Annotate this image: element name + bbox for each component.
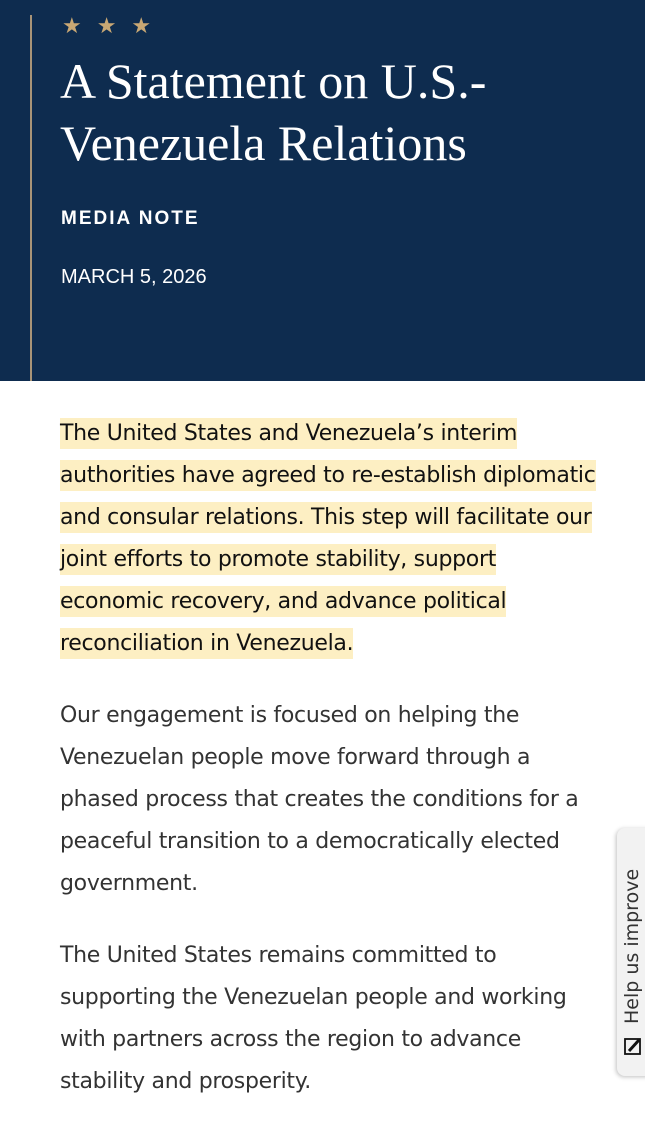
highlighted-text: The United States and Venezuela’s interim authorities have agreed to re-establish diplomatic and consular relations. This step will facilitate our joint efforts to promote stability, support economic recovery, and advance political reconciliation in Venezuela.: [60, 418, 596, 659]
help-us-improve-button[interactable]: [617, 828, 645, 1076]
edit-icon: [623, 1036, 643, 1056]
page-header: [0, 0, 645, 381]
stars-icon: ★ ★ ★: [62, 14, 156, 39]
page-title: A Statement on U.S.-Venezuela Relations: [60, 53, 487, 171]
article-category: MEDIA NOTE: [61, 208, 200, 229]
feedback-label: Help us improve: [621, 868, 643, 1024]
decorative-divider: [30, 15, 32, 381]
paragraph-highlighted: [60, 413, 600, 665]
article-body: [60, 413, 600, 1133]
article-date: MARCH 5, 2026: [61, 266, 207, 288]
paragraph: Our engagement is focused on helping the Venezuelan people move forward through a phased process that creates the conditions for a peaceful transition to a democratically elected government.: [60, 703, 579, 896]
paragraph: The United States remains committed to supporting the Venezuelan people and working with partners across the region to advance stability and prosperity.: [60, 943, 567, 1094]
